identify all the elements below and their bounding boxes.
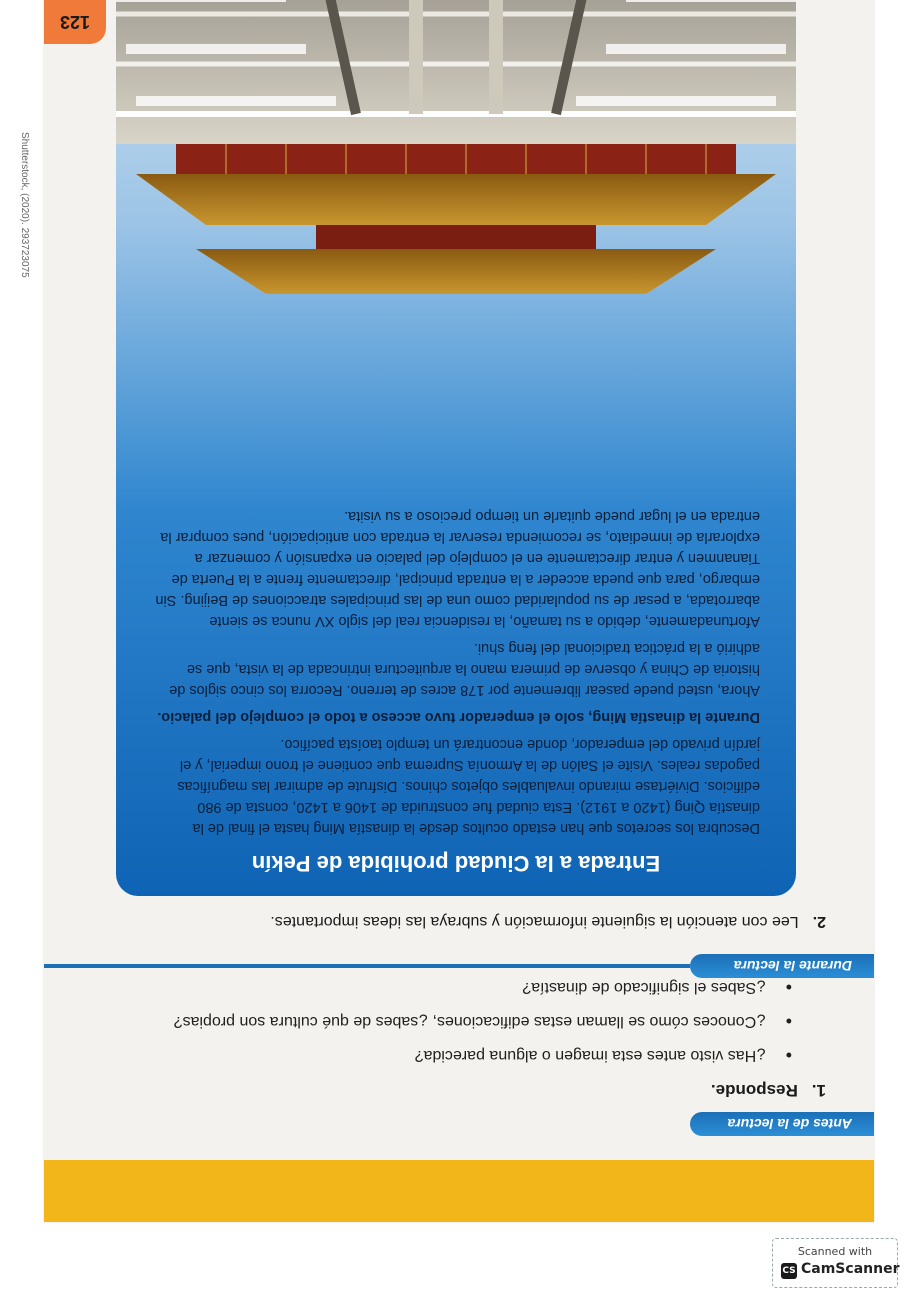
textbook-page <box>19 0 874 1222</box>
article-paragraph: Afortunadamente, debido a su tamaño, la residencia real del siglo XV nunca se siente abarrotada, a pesar de su popularidad como una de las principales atracciones de Beijing. Sin embargo, para que pueda acceder a la entrada principal, directamente frente a la Puerta de Tiananmen y entrar directamente en el complejo del palacio en expansión y comenzar a explorarla de inmediato, se recomienda reservar la entrada con anticipación, pues comprar la entrada en el lugar puede quitarle un tiempo precioso a su visita. <box>155 508 760 629</box>
question-1-list <box>174 970 792 1072</box>
question-1-title: Responde. <box>710 1081 798 1100</box>
article-box <box>116 0 796 896</box>
ribbon-line <box>44 964 690 968</box>
question-1 <box>711 1080 826 1100</box>
page-number: 123 <box>44 0 106 44</box>
question-2 <box>270 912 826 930</box>
question-1-number: 1. <box>811 1081 826 1100</box>
question-2-number: 2. <box>812 913 826 930</box>
question-2-text: Lee con atención la siguiente información y subraya las ideas importantes. <box>270 913 799 930</box>
watermark-line1: Scanned with <box>797 1245 873 1258</box>
list-item: • ¿Has visto antes esta imagen o alguna parecida? <box>174 1038 792 1072</box>
article-title: Entrada a la Ciudad prohibida de Pekín <box>251 851 661 876</box>
photo-credit-text: Shutterstock, (2020). 293723075 <box>19 132 30 278</box>
article-paragraph: Ahora, usted puede pasear libremente por 178 acres de terreno. Recorra los cinco siglos de historia de China y observe de primera mano la arquitectura intrincada de la vista, que se adhirió a la práctica tradicional del feng shui. <box>169 640 760 698</box>
scanner-watermark <box>772 1238 898 1288</box>
watermark-line2: CamScanner <box>801 1261 900 1277</box>
article-body <box>152 499 760 838</box>
top-color-band <box>44 1160 874 1222</box>
list-item: • ¿Conoces cómo se llaman estas edificaciones, ¿sabes de qué cultura son propias? <box>174 1004 792 1038</box>
palace-photo <box>116 0 796 364</box>
list-item: • ¿Sabes el significado de dinastía? <box>174 970 792 1004</box>
article-paragraph: Descubra los secretos que han estado ocultos desde la dinastía Ming hasta el final de la dinastía Qing (1420 a 1912). Esta ciudad fue construida de 1406 a 1420, consta de 980 edificios. Diviértase mirando invaluables objetos chinos. Disfrute de admirar las magníficas pagodas reales. Visite el Salón de la Armonía Suprema que contiene el trono imperial, y el jardín privado del emperador, donde encontrará un templo taoísta pacífico. <box>177 736 760 836</box>
camscanner-logo-icon: CS <box>781 1263 797 1279</box>
section-ribbon-before: Antes de la lectura <box>690 1112 874 1136</box>
section-ribbon-during: Durante la lectura <box>690 954 874 978</box>
article-paragraph: Durante la dinastía Ming, solo el emperador tuvo acceso a todo el complejo del palacio. <box>157 709 760 725</box>
